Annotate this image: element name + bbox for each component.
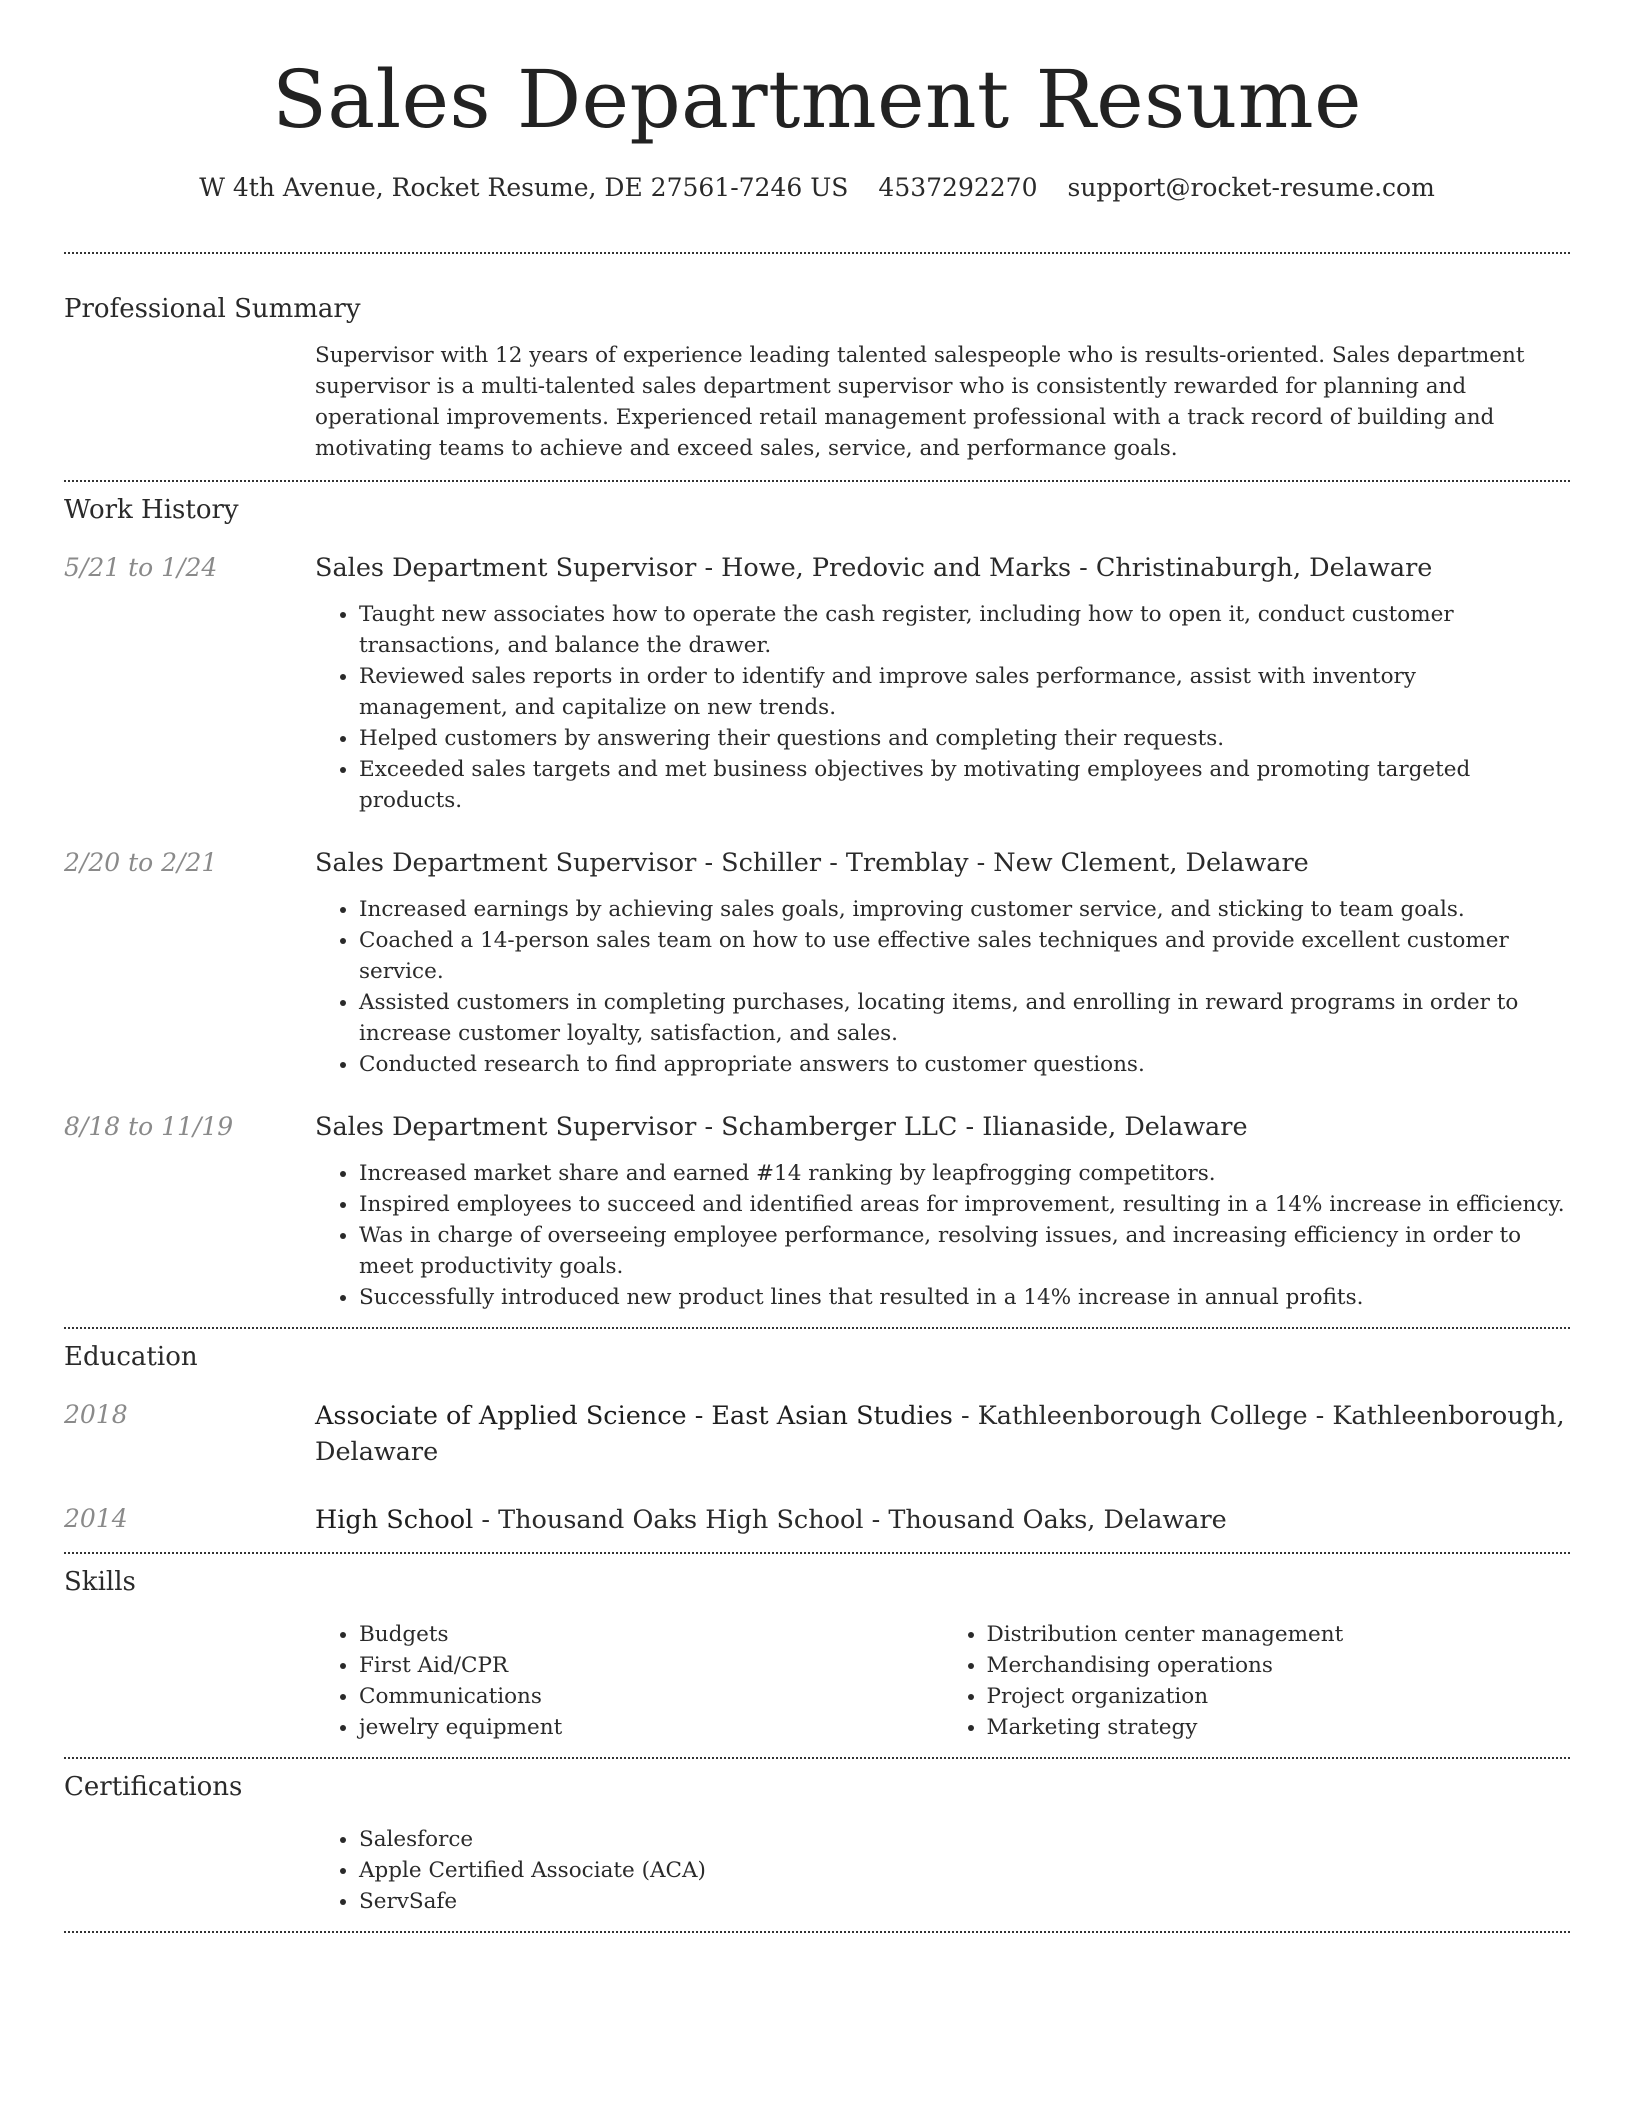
divider — [64, 1757, 1570, 1759]
job-dates: 8/18 to 11/19 — [64, 1112, 234, 1141]
certification-item: • ServSafe — [359, 1886, 1570, 1917]
divider — [64, 1931, 1570, 1933]
job-entry — [64, 551, 1570, 816]
job-bullet: • Coached a 14-person sales team on how to use effective sales techniques and provide excellent customer service. — [359, 925, 1570, 987]
contact-line — [64, 172, 1570, 204]
summary-text: Supervisor with 12 years of experience leading talented salespeople who is results-oriented. Sales department supervisor is a multi-talented sales department supervisor who is consistently rewarded for planning and operational improvements. Experienced retail management professional with a track record of building and motivating teams to achieve and exceed sales, service, and performance goals. — [315, 343, 1525, 461]
job-bullet: • Assisted customers in completing purchases, locating items, and enrolling in reward programs in order to increase customer loyalty, satisfaction, and sales. — [359, 987, 1570, 1049]
contact-phone: 4537292270 — [878, 173, 1038, 202]
divider — [64, 252, 1570, 254]
certification-item: • Salesforce — [359, 1824, 1570, 1855]
work-history-title: Work History — [64, 495, 239, 525]
education-degree: High School — [315, 1505, 474, 1535]
job-heading: Sales Department Supervisor - Howe, Predovic and Marks - Christinaburgh, Delaware — [315, 553, 1433, 583]
job-bullet: • Inspired employees to succeed and identified areas for improvement, resulting in a 14% increase in efficiency. — [359, 1189, 1570, 1220]
job-heading: Sales Department Supervisor - Schiller - Tremblay - New Clement, Delaware — [315, 848, 1309, 878]
resume-name: Sales Department Resume — [272, 53, 1362, 146]
job-bullet: • Increased earnings by achieving sales goals, improving customer service, and sticking to team goals. — [359, 894, 1570, 925]
education-heading — [315, 1502, 1570, 1538]
summary-section — [64, 292, 1570, 464]
job-bullet: • Helped customers by answering their questions and completing their requests. — [359, 723, 1570, 754]
education-year: 2014 — [64, 1504, 128, 1533]
skills-list-left — [315, 1619, 943, 1743]
job-bullet: • Conducted research to find appropriate answers to customer questions. — [359, 1049, 1570, 1080]
job-bullet: • Was in charge of overseeing employee performance, resolving issues, and increasing efficiency in order to meet productivity goals. — [359, 1220, 1570, 1282]
job-bullets — [315, 599, 1570, 816]
job-bullet: • Reviewed sales reports in order to identify and improve sales performance, assist with inventory management, and capitalize on new trends. — [359, 661, 1570, 723]
education-title: Education — [64, 1342, 198, 1372]
divider — [64, 480, 1570, 482]
skill-item: • Budgets — [359, 1619, 943, 1650]
skills-section — [64, 1565, 1570, 1743]
job-bullets — [315, 894, 1570, 1080]
education-entry — [64, 1398, 1570, 1470]
job-bullet: • Successfully introduced new product lines that resulted in a 14% increase in annual profits. — [359, 1282, 1570, 1313]
skill-item: • Distribution center management — [987, 1619, 1571, 1650]
education-entry — [64, 1502, 1570, 1538]
divider — [64, 1552, 1570, 1554]
certification-item: • Apple Certified Associate (ACA) — [359, 1855, 1570, 1886]
certifications-section — [64, 1770, 1570, 1917]
skill-item: • jewelry equipment — [359, 1712, 943, 1743]
job-heading: Sales Department Supervisor - Schamberger LLC - Ilianaside, Delaware — [315, 1112, 1248, 1142]
contact-address: W 4th Avenue, Rocket Resume, DE 27561-7246 US — [199, 173, 849, 202]
skills-list-right — [943, 1619, 1571, 1743]
job-bullet: • Exceeded sales targets and met business objectives by motivating employees and promoting targeted products. — [359, 754, 1570, 816]
job-dates: 5/21 to 1/24 — [64, 553, 218, 582]
resume-header — [64, 0, 1570, 204]
job-bullet: • Taught new associates how to operate the cash register, including how to open it, conduct customer transactions, and balance the drawer. — [359, 599, 1570, 661]
certifications-list — [315, 1824, 1570, 1917]
skill-item: • Communications — [359, 1681, 943, 1712]
job-entry — [64, 1110, 1570, 1313]
work-history-section — [64, 493, 1570, 1313]
job-entry — [64, 846, 1570, 1080]
skill-item: • Marketing strategy — [987, 1712, 1571, 1743]
job-bullets — [315, 1158, 1570, 1313]
education-school: - Kathleenborough College - Kathleenborough, Delaware — [315, 1401, 1565, 1467]
skills-title: Skills — [64, 1567, 136, 1597]
certifications-title: Certifications — [64, 1772, 243, 1802]
job-dates: 2/20 to 2/21 — [64, 848, 218, 877]
education-degree: Associate of Applied Science - East Asian Studies — [315, 1401, 953, 1431]
education-school: - Thousand Oaks High School - Thousand Oaks, Delaware — [473, 1505, 1227, 1535]
summary-title: Professional Summary — [64, 294, 361, 324]
job-bullet: • Increased market share and earned #14 ranking by leapfrogging competitors. — [359, 1158, 1570, 1189]
education-section — [64, 1340, 1570, 1538]
resume-page — [64, 0, 1570, 1933]
skill-item: • Merchandising operations — [987, 1650, 1571, 1681]
skill-item: • Project organization — [987, 1681, 1571, 1712]
education-heading — [315, 1398, 1570, 1470]
skill-item: • First Aid/CPR — [359, 1650, 943, 1681]
divider — [64, 1327, 1570, 1329]
education-year: 2018 — [64, 1400, 128, 1429]
contact-email: support@rocket-resume.com — [1067, 173, 1435, 202]
